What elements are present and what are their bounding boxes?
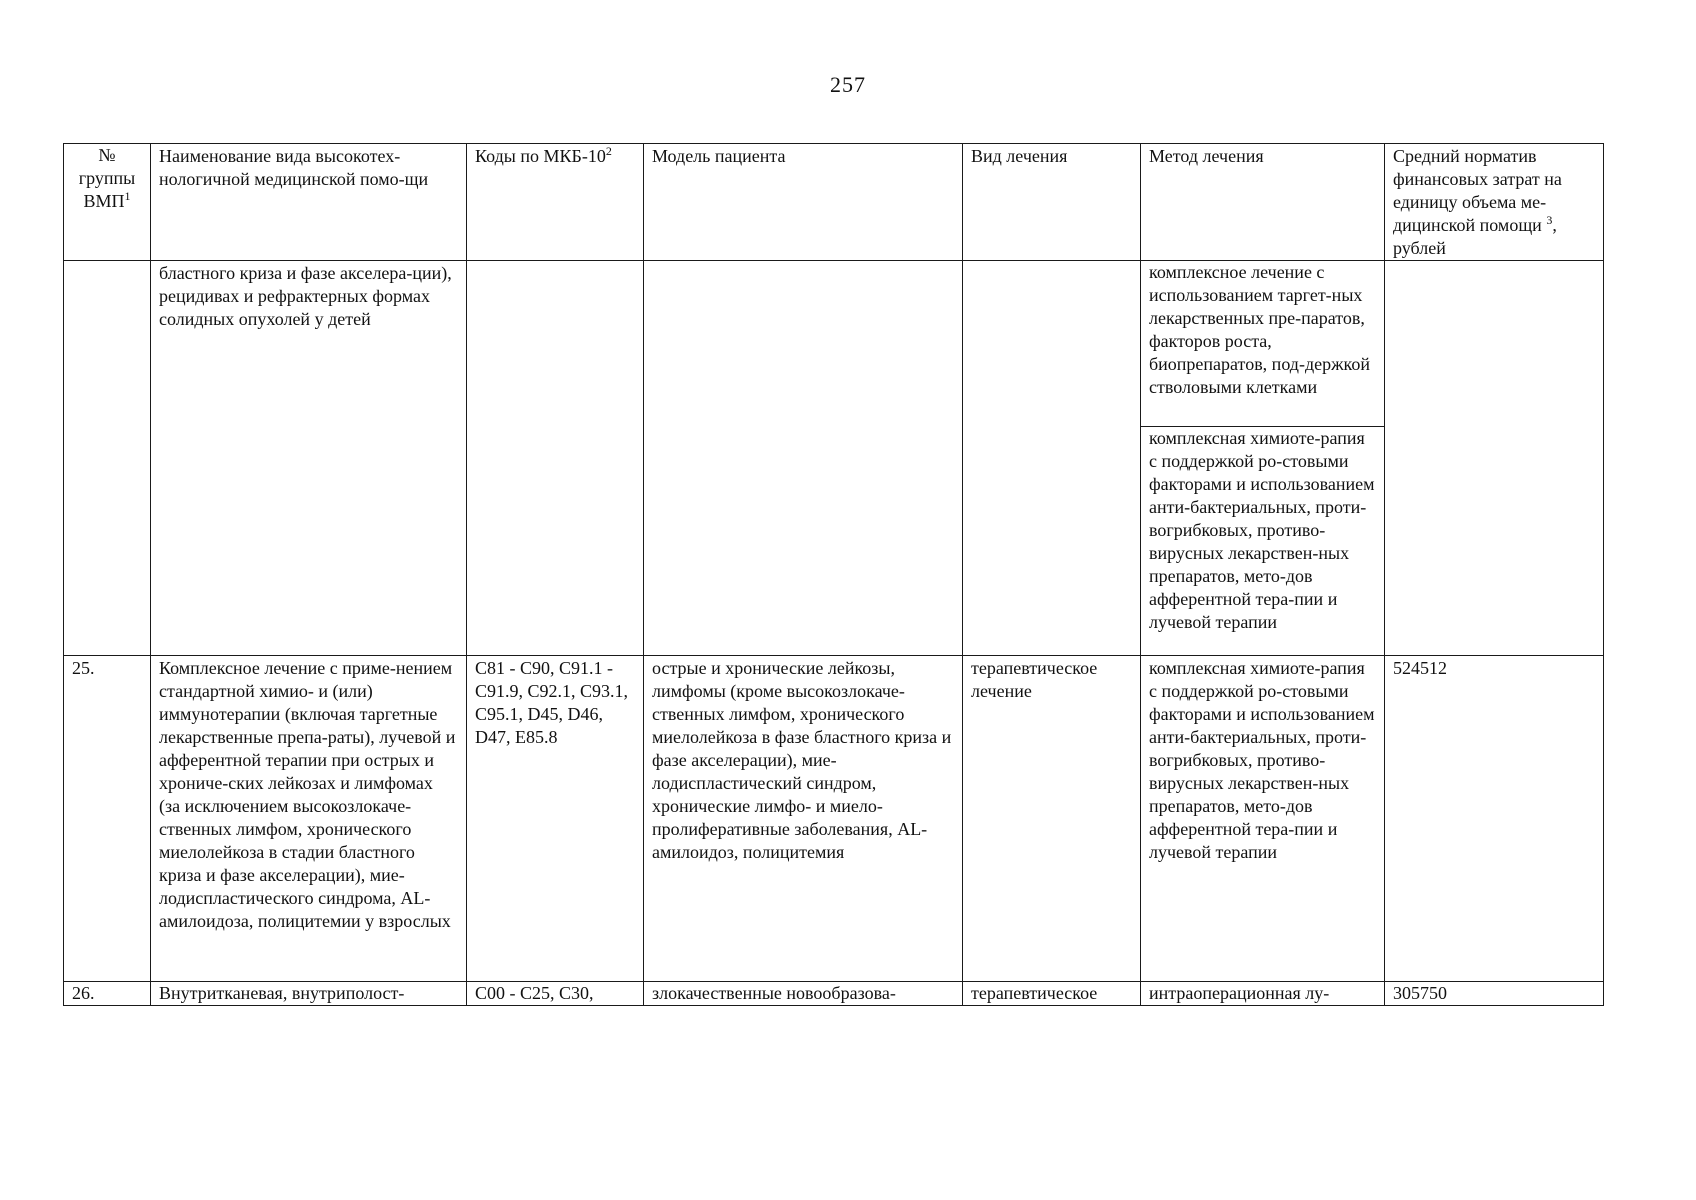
- cell-cost: 524512: [1385, 656, 1604, 982]
- cell-treatment-method: [1141, 261, 1385, 656]
- cell-cost: [1385, 261, 1604, 656]
- table-row: [64, 656, 1604, 982]
- cell-name: Комплексное лечение с приме-нением стандартной химио- и (или) иммунотерапии (включая таргетные лекарственные препа-раты), лучевой и афферентной терапии при острых и хрониче-ских лейкозах и лимфомах (за исключением высокозлокаче-ственных лимфом, хронического миелолейкоза в стадии бластного криза и фазе акселерации), мие-лодиспластического синдрома, AL-амилоидоза, полицитемии у взрослых: [151, 656, 467, 982]
- page-number: 257: [830, 72, 866, 97]
- footnote-marker: 1: [124, 189, 131, 203]
- cell-name: Внутритканевая, внутриполост-: [151, 982, 467, 1006]
- cell-name: бластного криза и фазе акселера-ции), рецидивах и рефрактерных формах солидных опухолей у детей: [151, 261, 467, 656]
- header-patient-model: Модель пациента: [644, 144, 963, 261]
- header-group-no: [64, 144, 151, 261]
- table-row: [64, 261, 1604, 656]
- cell-patient-model: [644, 261, 963, 656]
- header-group-no-line: группы: [78, 168, 136, 188]
- table-row: [64, 982, 1604, 1006]
- header-codes: Коды по МКБ-$10^2$: [467, 144, 644, 261]
- cell-cost: 305750: [1385, 982, 1604, 1006]
- cell-treatment-type: терапевтическое лечение: [963, 656, 1141, 982]
- header-treatment-type: Вид лечения: [963, 144, 1141, 261]
- cell-patient-model: злокачественные новообразова-: [644, 982, 963, 1006]
- cell-treatment-method: интраоперационная лу-: [1141, 982, 1385, 1006]
- header-group-no-line: ВМП$^1$: [83, 189, 131, 211]
- header-treatment-method: Метод лечения: [1141, 144, 1385, 261]
- vmp-table: [63, 143, 1604, 1006]
- method-item: комплексная химиоте-рапия с поддержкой ро-стовыми факторами и использованием анти-бактериальных, проти-вогрибковых, противо-вирусных лекарствен-ных препаратов, мето-дов афферентной тера-пии и лучевой терапии: [1149, 428, 1375, 632]
- header-cost: Средний норматив финансовых затрат на единицу объема ме-дицинской помощи $^3$, рублей: [1385, 144, 1604, 261]
- cell-codes: C00 - C25, C30,: [467, 982, 644, 1006]
- cell-treatment-type: [963, 261, 1141, 656]
- cell-group-no: 26.: [64, 982, 151, 1006]
- cell-group-no: [64, 261, 151, 656]
- table-header-row: [64, 144, 1604, 261]
- cell-treatment-method: комплексная химиоте-рапия с поддержкой ро-стовыми факторами и использованием анти-бактериальных, проти-вогрибковых, противо-вирусных лекарствен-ных препаратов, мето-дов афферентной тера-пии и лучевой терапии: [1141, 656, 1385, 982]
- method-item: комплексное лечение с использованием таргет-ных лекарственных пре-паратов, факторов роста, биопрепаратов, под-держкой стволовыми клетками: [1141, 261, 1384, 427]
- cell-group-no: 25.: [64, 656, 151, 982]
- cell-treatment-type: терапевтическое: [963, 982, 1141, 1006]
- cell-codes: C81 - C90, C91.1 - C91.9, C92.1, C93.1, C95.1, D45, D46, D47, E85.8: [467, 656, 644, 982]
- header-group-no-line: №: [98, 145, 116, 165]
- footnote-marker: 2: [605, 144, 612, 158]
- cell-patient-model: острые и хронические лейкозы, лимфомы (кроме высокозлокаче-ственных лимфом, хронического миелолейкоза в фазе бластного криза и фазе акселерации), мие-лодиспластический синдром, хронические лимфо- и миело-пролиферативные заболевания, AL-амилоидоз, полицитемия: [644, 656, 963, 982]
- footnote-marker: 3: [1546, 213, 1553, 227]
- header-name: Наименование вида высокотех-нологичной медицинской помо-щи: [151, 144, 467, 261]
- cell-codes: [467, 261, 644, 656]
